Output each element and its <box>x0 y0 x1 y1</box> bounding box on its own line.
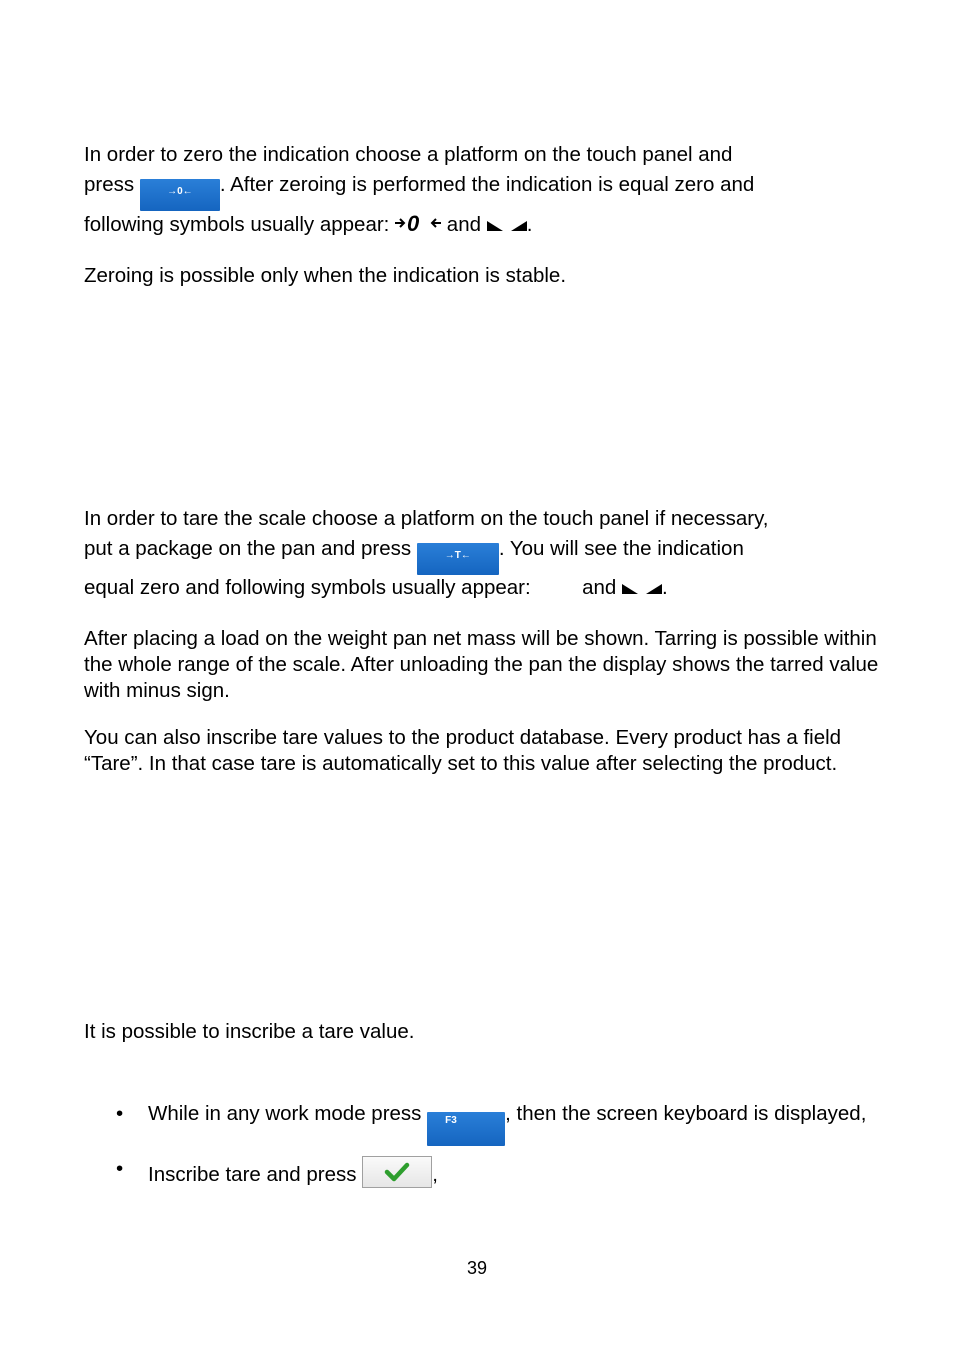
bullet-icon: • <box>116 1102 124 1125</box>
tare-after-button-text: . You will see the indication <box>498 537 744 560</box>
zero-button[interactable]: →0← <box>140 179 220 211</box>
confirm-button[interactable] <box>362 1156 432 1188</box>
tare-para-2: After placing a load on the weight pan net mass will be shown. Tarring is possible within the whole range of the scale. After unloading the pan the display shows the tarred value with minus sign. <box>84 627 879 702</box>
f3-button-label: F3 <box>445 1115 457 1126</box>
tare-para-3: You can also inscribe tare values to the product database. Every product has a field “Tare”. In that case tare is automatically set to this value after selecting the product. <box>84 726 842 775</box>
f3-button[interactable] <box>427 1112 505 1146</box>
zero-paragraph <box>84 142 884 289</box>
stable-icon <box>622 579 662 605</box>
step-2-after: , <box>432 1163 438 1186</box>
zero-symbol-icon <box>395 211 441 242</box>
tare-button[interactable]: →T← <box>417 543 499 575</box>
tare-line-1: In order to tare the scale choose a platform on the touch panel if necessary, <box>84 507 769 530</box>
zero-after-button-text: . After zeroing is performed the indication is equal zero and <box>219 173 755 196</box>
bullet-icon: • <box>116 1157 124 1180</box>
zero-period: . <box>526 213 533 236</box>
list-item <box>110 1101 870 1146</box>
inscribe-steps <box>110 1101 870 1188</box>
tare-paragraph <box>84 506 884 777</box>
inscribe-intro: It is possible to inscribe a tare value. <box>84 1020 415 1043</box>
checkmark-icon <box>384 1160 410 1184</box>
zero-symbols-text: following symbols usually appear: <box>84 213 390 236</box>
tare-and-text: and <box>582 576 617 599</box>
tare-press-text: put a package on the pan and press <box>84 537 412 560</box>
page-number: 39 <box>466 1258 488 1278</box>
step-2-text: Inscribe tare and press <box>148 1163 357 1186</box>
zero-line-1: In order to zero the indication choose a platform on the touch panel and <box>84 143 733 166</box>
step-1-after: , then the screen keyboard is displayed, <box>505 1102 867 1125</box>
tare-period: . <box>662 576 668 599</box>
zero-and-text: and <box>446 213 482 236</box>
list-item <box>110 1156 870 1188</box>
stable-icon <box>487 216 527 242</box>
zero-press-text: press <box>84 173 135 196</box>
svg-text:0: 0 <box>407 211 420 235</box>
step-1-text: While in any work mode press <box>148 1102 422 1125</box>
tare-symbols-text: equal zero and following symbols usually appear: <box>84 576 531 599</box>
zero-note: Zeroing is possible only when the indication is stable. <box>84 264 567 287</box>
